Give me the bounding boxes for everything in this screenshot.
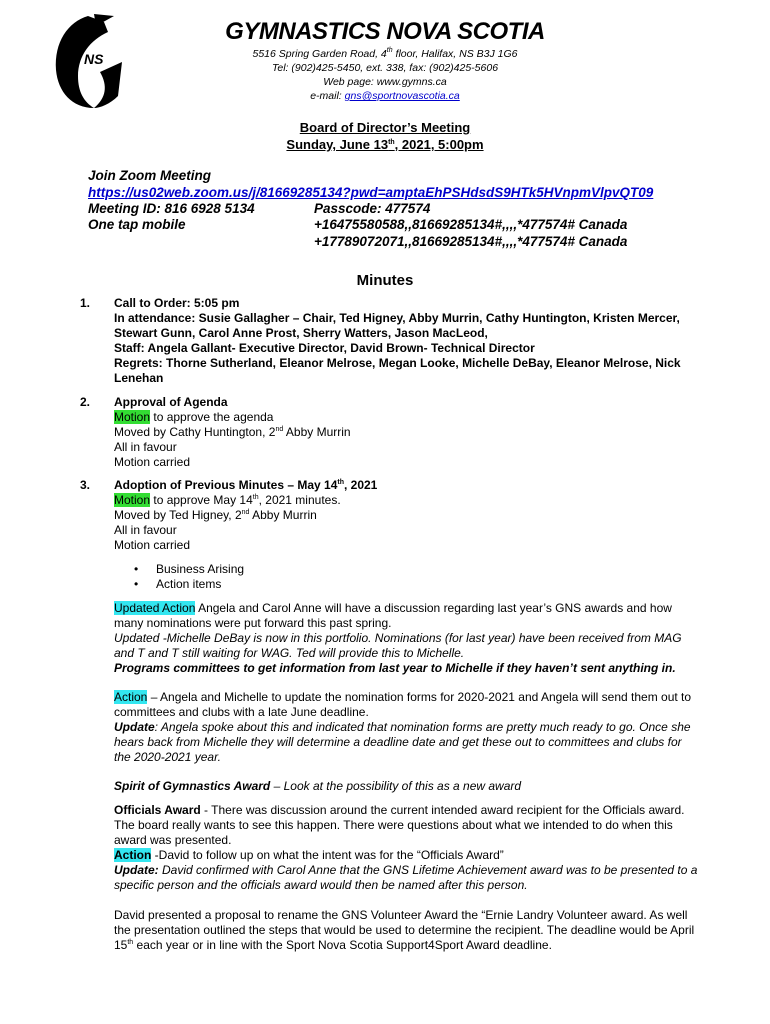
one-tap-label: One tap mobile [88,217,186,232]
minutes-carried: Motion carried [114,538,191,552]
bullet-business-arising: Business Arising [156,562,245,576]
action-highlight: Action [114,848,152,862]
regrets-line-2: Lenehan [114,371,164,385]
agenda-moved: Moved by Cathy Huntington, 2nd Abby Murrin [114,425,351,439]
phone-number-2[interactable]: +17789072071,,81669285134#,,,,*477574# Canada [314,234,628,249]
attendance-line-1: In attendance: Susie Gallagher – Chair, Ted Higney, Abby Murrin, Cathy Huntington, Kristen Mercer, [114,311,680,325]
meeting-date: Sunday, June 13th, 2021, 5:00pm [286,137,484,152]
regrets-line-1: Regrets: Thorne Sutherland, Eleanor Melrose, Megan Looke, Michelle DeBay, Eleanor Melrose, Nick [114,356,681,370]
zoom-link[interactable]: https://us02web.zoom.us/j/81669285134?pwd=amptaEhPSHdsdS9HTk5HVnpmVlpvQT09 [88,185,654,200]
organization-name: GYMNASTICS NOVA SCOTIA [225,18,545,45]
motion-highlight: Motion [114,410,151,424]
bullet-action-items: Action items [156,577,222,591]
minutes-heading: Minutes [356,272,414,289]
updated-action-highlight: Updated Action [114,601,196,615]
phone-number-1[interactable]: +16475580588,,81669285134#,,,,*477574# Canada [314,217,628,232]
passcode: Passcode: 477574 [314,201,431,216]
agenda-carried: Motion carried [114,455,191,469]
web-page: Web page: www.gymns.ca [323,76,447,88]
call-to-order: Call to Order: 5:05 pm [114,296,240,310]
bullet-icon: • [134,562,139,576]
minutes-favour: All in favour [114,523,177,537]
meeting-title: Board of Director’s Meeting [299,120,471,135]
attendance-line-2: Stewart Gunn, Carol Anne Prost, Sherry Watters, Jason MacLeod, [114,326,488,340]
logo-text: NS [84,51,104,67]
previous-minutes-title: Adoption of Previous Minutes – May 14th, 2021 [114,478,378,492]
action-highlight: Action [114,690,148,704]
email-line: e-mail: gns@sportnovascotia.ca [310,90,460,102]
bullet-icon: • [134,577,139,591]
item-number-3: 3. [80,478,91,492]
motion-highlight: Motion [114,493,151,507]
updated-action-block: Updated Action Angela and Carol Anne will have a discussion regarding last year’s GNS awards and how many nominations were put forward this past spring. Updated -Michelle DeBay is now in this portfolio. Nominations (for last year) have been received from MAG and T and T still waiting for WAG. Ted will provide this to Michelle. Programs committees to get information from last year to Michelle if they haven’t sent anything in. [114,601,682,675]
item-number-1: 1. [80,296,91,310]
phone-fax: Tel: (902)425-5450, ext. 338, fax: (902)425-5606 [271,62,499,74]
proposal-block: David presented a proposal to rename the GNS Volunteer Award the “Ernie Landry Volunteer award. As well the presentation outlined the steps that would be used to determine the recipient. The deadline would be April 15th each year or in line with the Sport Nova Scotia Support4Sport Award deadline. [114,908,695,952]
item-number-2: 2. [80,395,91,409]
agenda-motion: Motion to approve the agenda [114,410,274,424]
item-2-content [114,395,734,470]
agenda-favour: All in favour [114,440,177,454]
email-link[interactable]: gns@sportnovascotia.ca [344,90,460,102]
gns-logo-icon [48,12,126,114]
meeting-id: Meeting ID: 816 6928 5134 [88,201,255,216]
item-1-content [114,296,734,386]
zoom-join-label: Join Zoom Meeting [88,168,211,183]
minutes-motion: Motion to approve May 14th, 2021 minutes. [114,493,341,507]
staff-line: Staff: Angela Gallant- Executive Director, David Brown- Technical Director [114,341,535,355]
spirit-award-line: Spirit of Gymnastics Award – Look at the possibility of this as a new award [114,779,522,793]
agenda-title: Approval of Agenda [114,395,228,409]
minutes-moved: Moved by Ted Higney, 2nd Abby Murrin [114,508,317,522]
gns-logo [48,12,126,114]
item-3-content [114,478,734,553]
address: 5516 Spring Garden Road, 4th floor, Halifax, NS B3J 1G6 [252,47,518,60]
officials-award-block: Officials Award - There was discussion around the current intended award recipient for the Officials award. The board really wants to see this happen. There were questions about what we intended to do when this award was presented. Action -David to follow up on what the intent was for the “Officials Award” Update: David confirmed with Carol Anne that the GNS Lifetime Achievement award was to be presented to a specific person and the officials award would then be named after this person. [114,803,698,892]
action-nomination-block: Action – Angela and Michelle to update the nomination forms for 2020-2021 and Angela will send them out to committees and clubs with a late June deadline. Update: Angela spoke about this and indicated that nomination forms are pretty much ready to go. Once she hears back from Michelle they will determine a deadline date and get these out to committees and clubs for the 2020-2021 year. [114,690,692,764]
